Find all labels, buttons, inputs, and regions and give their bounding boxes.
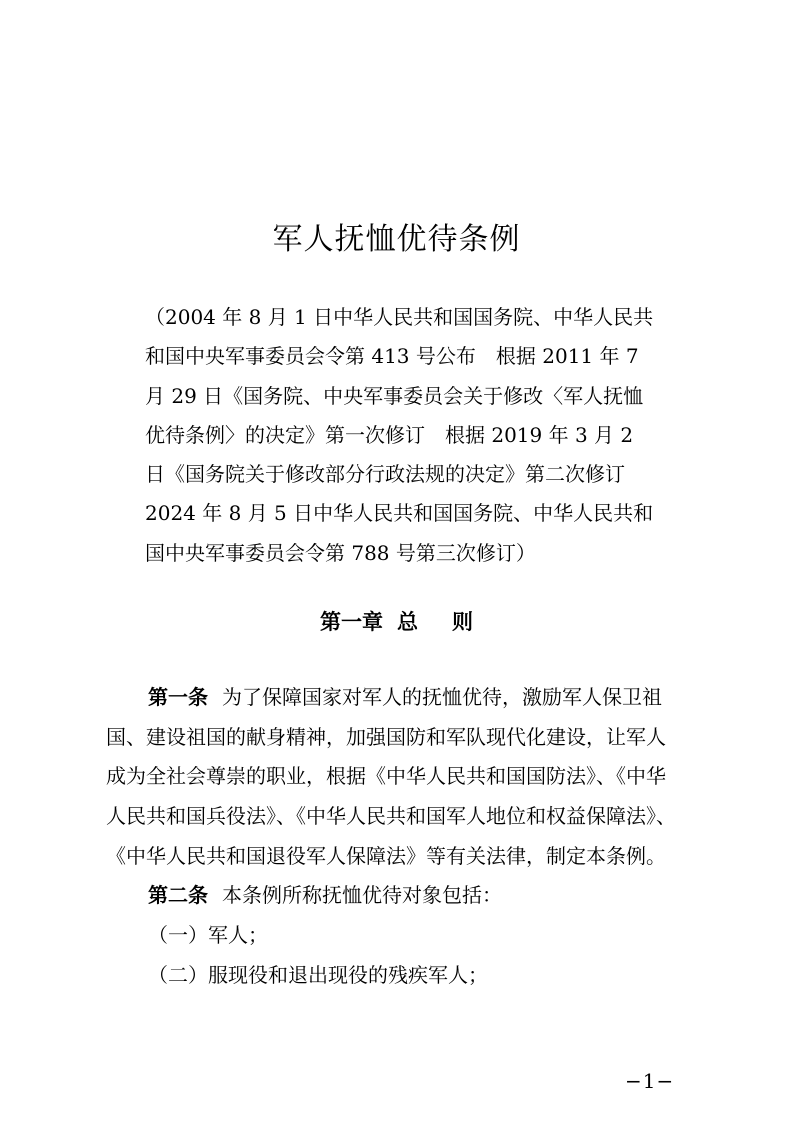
promulgation-note (145, 298, 665, 573)
chapter-number: 第一章 (320, 609, 383, 634)
article-2-label: 第二条 (148, 883, 208, 908)
article-1-line: 《中华人民共和国退役军人保障法》等有关法律，制定本条例。 (106, 843, 666, 868)
article-1-line: 人民共和国兵役法》、《中华人民共和国军人地位和权益保障法》、 (106, 804, 676, 829)
promulgation-line: 日《国务院关于修改部分行政法规的决定》第二次修订 (145, 462, 625, 487)
promulgation-line: 和国中央军事委员会令第 413 号公布 根据 2011 年 7 (145, 344, 639, 369)
article-1-line: 国、建设祖国的献身精神，加强国防和军队现代化建设，让军人 (106, 724, 666, 749)
promulgation-line: （2004 年 8 月 1 日中华人民共和国国务院、中华人民共 (145, 305, 654, 329)
article-1-line: 成为全社会尊崇的职业，根据《中华人民共和国国防法》、《中华 (106, 764, 666, 789)
document-title: 军人抚恤优待条例 (272, 222, 521, 257)
page-number: −1− (625, 1069, 675, 1093)
article-body (106, 678, 698, 996)
article-2-item: （一）军人； (148, 923, 268, 948)
article-2-text: 本条例所称抚恤优待对象包括： (222, 883, 502, 908)
promulgation-line: 国中央军事委员会令第 788 号第三次修订） (145, 540, 536, 565)
chapter-name-part1: 总 (397, 609, 418, 634)
chapter-name-part2: 则 (452, 609, 473, 634)
promulgation-line: 2024 年 8 月 5 日中华人民共和国国务院、中华人民共和 (145, 501, 654, 526)
article-2-item: （二）服现役和退出现役的残疾军人； (148, 962, 488, 987)
article-1-text: 为了保障国家对军人的抚恤优待，激励军人保卫祖 (222, 685, 662, 709)
article-1-line (106, 678, 698, 718)
promulgation-line: 月 29 日《国务院、中央军事委员会关于修改〈军人抚恤 (145, 383, 644, 408)
article-2-line (106, 876, 698, 916)
article-1-label: 第一条 (148, 685, 208, 709)
chapter-heading (0, 606, 793, 636)
promulgation-line: 优待条例〉的决定》第一次修订 根据 2019 年 3 月 2 (145, 422, 634, 447)
